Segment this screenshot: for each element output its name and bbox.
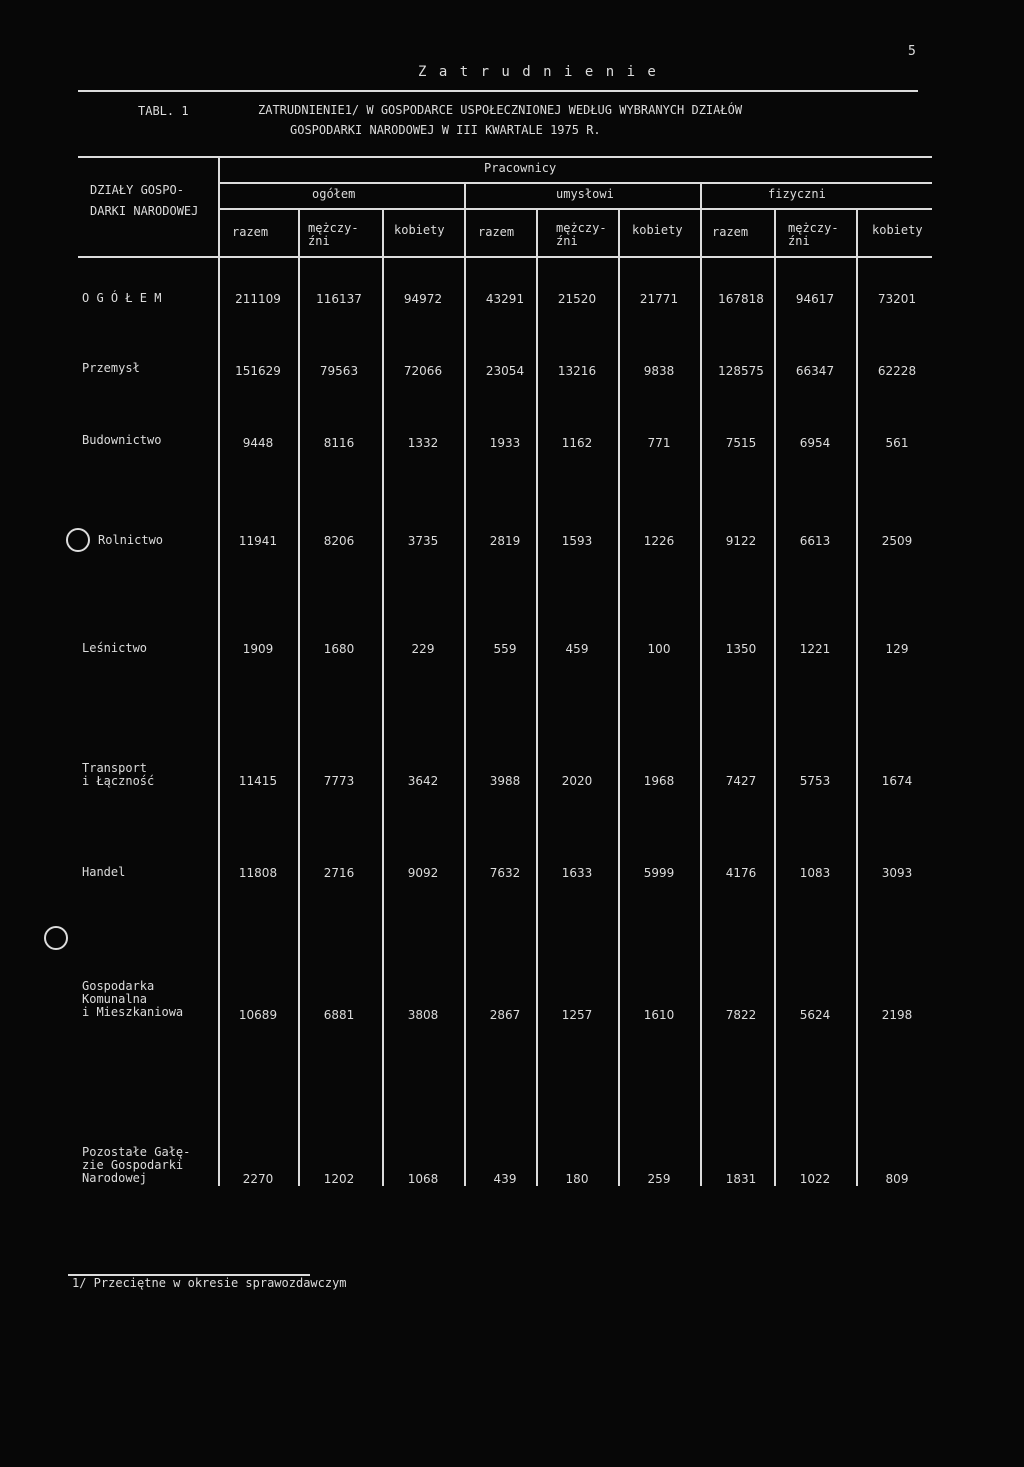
table-cell: 3808 xyxy=(407,1008,439,1022)
table-cell: 6613 xyxy=(799,534,831,548)
header-bottom-rule xyxy=(78,256,932,258)
table-cell: 7515 xyxy=(725,436,757,450)
table-cell: 771 xyxy=(647,436,671,450)
column-divider xyxy=(464,182,466,1186)
column-divider xyxy=(536,208,538,1186)
table-cell: 1022 xyxy=(799,1172,831,1186)
table-cell: 1162 xyxy=(561,436,593,450)
column-divider xyxy=(856,208,858,1186)
table-cell: 3642 xyxy=(407,774,439,788)
row-label-handel: Handel xyxy=(82,865,126,879)
table-cell: 11941 xyxy=(238,534,278,548)
table-cell: 1633 xyxy=(561,866,593,880)
kobiety-header: kobiety xyxy=(632,223,683,237)
kobiety-header: kobiety xyxy=(872,223,923,237)
table-title-line1: ZATRUDNIENIE1/ W GOSPODARCE USPOŁECZNIONEJ WEDŁUG WYBRANYCH DZIAŁÓW xyxy=(258,103,743,117)
table-cell: 1257 xyxy=(561,1008,593,1022)
table-cell: 3735 xyxy=(407,534,439,548)
table-cell: 1610 xyxy=(643,1008,675,1022)
table-cell: 13216 xyxy=(557,364,597,378)
table-cell: 809 xyxy=(885,1172,909,1186)
table-cell: 7822 xyxy=(725,1008,757,1022)
table-cell: 43291 xyxy=(485,292,525,306)
razem-header: razem xyxy=(712,225,749,239)
mezczyzni-line2: źni xyxy=(308,234,330,248)
table-cell: 229 xyxy=(411,642,435,656)
table-title-line2: GOSPODARKI NARODOWEJ W III KWARTALE 1975 R. xyxy=(290,123,601,137)
mezczyzni-header xyxy=(308,222,359,248)
table-cell: 1068 xyxy=(407,1172,439,1186)
table-cell: 1202 xyxy=(323,1172,355,1186)
table-cell: 2270 xyxy=(242,1172,274,1186)
page-number: 5 xyxy=(908,44,916,59)
table-cell: 1226 xyxy=(643,534,675,548)
table-cell: 66347 xyxy=(795,364,835,378)
header-rule-2 xyxy=(220,182,932,184)
table-cell: 1968 xyxy=(643,774,675,788)
table-cell: 6954 xyxy=(799,436,831,450)
punch-hole-icon xyxy=(44,926,68,950)
mezczyzni-line1: mężczy- xyxy=(556,221,607,235)
table-cell: 2020 xyxy=(561,774,593,788)
table-cell: 62228 xyxy=(877,364,917,378)
table-cell: 1674 xyxy=(881,774,913,788)
table-cell: 5753 xyxy=(799,774,831,788)
row-label-line: Narodowej xyxy=(82,1171,148,1185)
row-label-transport xyxy=(82,762,217,788)
row-label-rolnictwo: Rolnictwo xyxy=(98,533,164,547)
table-cell: 9122 xyxy=(725,534,757,548)
table-cell: 1933 xyxy=(489,436,521,450)
table-cell: 11415 xyxy=(238,774,278,788)
table-cell: 2819 xyxy=(489,534,521,548)
table-cell: 21771 xyxy=(639,292,679,306)
razem-header: razem xyxy=(232,225,269,239)
mezczyzni-header xyxy=(788,222,839,248)
table-cell: 1332 xyxy=(407,436,439,450)
table-cell: 2867 xyxy=(489,1008,521,1022)
column-divider xyxy=(218,156,220,1186)
row-label-gospodarka-komunalna xyxy=(82,980,217,1019)
table-cell: 3988 xyxy=(489,774,521,788)
table-cell: 10689 xyxy=(238,1008,278,1022)
table-cell: 8206 xyxy=(323,534,355,548)
table-cell: 11808 xyxy=(238,866,278,880)
table-label: TABL. 1 xyxy=(138,104,189,118)
table-cell: 2198 xyxy=(881,1008,913,1022)
table-cell: 7427 xyxy=(725,774,757,788)
column-divider xyxy=(382,208,384,1186)
mezczyzni-line1: mężczy- xyxy=(308,221,359,235)
table-cell: 5999 xyxy=(643,866,675,880)
table-cell: 259 xyxy=(647,1172,671,1186)
table-cell: 151629 xyxy=(235,364,281,378)
stub-header-line2: DARKI NARODOWEJ xyxy=(90,204,199,218)
row-label-line: zie Gospodarki xyxy=(82,1158,184,1172)
table-cell: 94617 xyxy=(795,292,835,306)
kobiety-header: kobiety xyxy=(394,223,445,237)
row-label-przemysl: Przemysł xyxy=(82,361,140,375)
table-cell: 116137 xyxy=(316,292,362,306)
column-divider xyxy=(700,182,702,1186)
table-cell: 1083 xyxy=(799,866,831,880)
pracownicy-header: Pracownicy xyxy=(484,161,557,175)
row-label-line: Transport xyxy=(82,761,148,775)
table-cell: 7632 xyxy=(489,866,521,880)
row-label-line: Komunalna xyxy=(82,992,148,1006)
header-rule-3 xyxy=(220,208,932,210)
mezczyzni-line2: źni xyxy=(788,234,810,248)
table-cell: 439 xyxy=(493,1172,517,1186)
table-cell: 167818 xyxy=(718,292,764,306)
table-cell: 1680 xyxy=(323,642,355,656)
table-cell: 559 xyxy=(493,642,517,656)
table-title xyxy=(258,100,878,140)
table-cell: 2509 xyxy=(881,534,913,548)
table-cell: 5624 xyxy=(799,1008,831,1022)
column-divider xyxy=(774,208,776,1186)
mezczyzni-line2: źni xyxy=(556,234,578,248)
row-label-line: i Łączność xyxy=(82,774,155,788)
table-cell: 6881 xyxy=(323,1008,355,1022)
ogolem-header: ogółem xyxy=(312,187,356,201)
table-cell: 561 xyxy=(885,436,909,450)
row-label-line: i Mieszkaniowa xyxy=(82,1005,184,1019)
table-cell: 459 xyxy=(565,642,589,656)
row-label-line: Gospodarka xyxy=(82,979,155,993)
section-title: Z a t r u d n i e n i e xyxy=(418,64,658,80)
header-top-rule xyxy=(78,156,932,158)
stub-header-line1: DZIAŁY GOSPO- xyxy=(90,183,184,197)
table-cell: 4176 xyxy=(725,866,757,880)
table-cell: 9838 xyxy=(643,364,675,378)
table-cell: 1350 xyxy=(725,642,757,656)
row-label-budownictwo: Budownictwo xyxy=(82,433,162,447)
row-label-line: Pozostałe Gałę- xyxy=(82,1145,191,1159)
column-divider xyxy=(298,208,300,1186)
table-cell: 100 xyxy=(647,642,671,656)
table-cell: 1831 xyxy=(725,1172,757,1186)
column-divider xyxy=(618,208,620,1186)
table-cell: 94972 xyxy=(403,292,443,306)
footnote: 1/ Przeciętne w okresie sprawozdawczym xyxy=(72,1276,347,1290)
table-cell: 128575 xyxy=(718,364,764,378)
table-cell: 2716 xyxy=(323,866,355,880)
fizyczni-header: fizyczni xyxy=(768,187,826,201)
top-rule xyxy=(78,90,918,92)
table-cell: 9092 xyxy=(407,866,439,880)
row-label-pozostale xyxy=(82,1146,217,1185)
razem-header: razem xyxy=(478,225,515,239)
row-label-lesnictwo: Leśnictwo xyxy=(82,641,148,655)
table-cell: 73201 xyxy=(877,292,917,306)
table-cell: 72066 xyxy=(403,364,443,378)
table-cell: 23054 xyxy=(485,364,525,378)
punch-hole-icon xyxy=(66,528,90,552)
table-cell: 7773 xyxy=(323,774,355,788)
table-cell: 79563 xyxy=(319,364,359,378)
row-label-ogolem: O G Ó Ł E M xyxy=(82,291,162,305)
table-cell: 1909 xyxy=(242,642,274,656)
umyslowi-header: umysłowi xyxy=(556,187,614,201)
mezczyzni-line1: mężczy- xyxy=(788,221,839,235)
table-cell: 1593 xyxy=(561,534,593,548)
table-cell: 3093 xyxy=(881,866,913,880)
table-cell: 129 xyxy=(885,642,909,656)
table-cell: 9448 xyxy=(242,436,274,450)
table-cell: 8116 xyxy=(323,436,355,450)
table-cell: 180 xyxy=(565,1172,589,1186)
stub-header xyxy=(90,184,198,218)
table-cell: 1221 xyxy=(799,642,831,656)
table-cell: 21520 xyxy=(557,292,597,306)
table-cell: 211109 xyxy=(235,292,281,306)
mezczyzni-header xyxy=(556,222,607,248)
